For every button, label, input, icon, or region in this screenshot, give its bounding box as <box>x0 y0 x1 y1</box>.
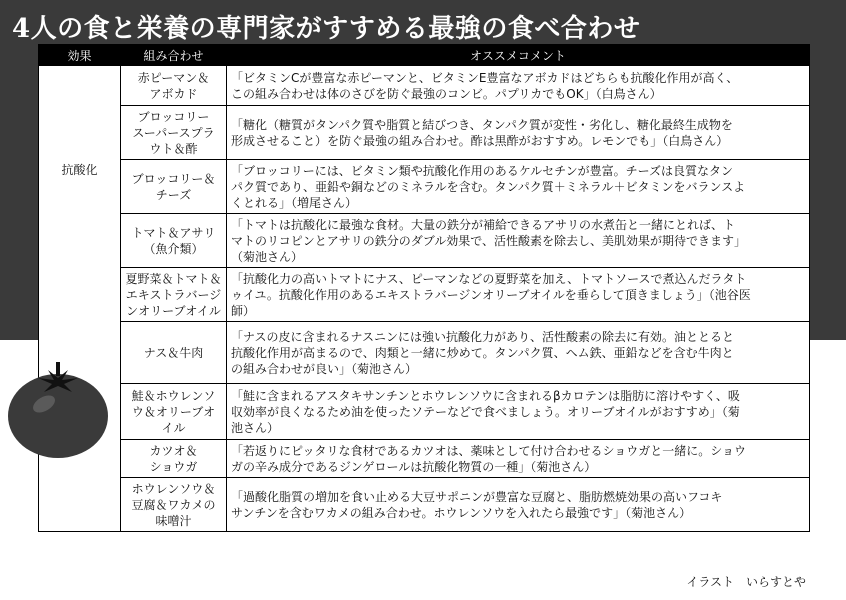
table-header-row <box>39 45 810 66</box>
page-title: 4人の食と栄養の専門家がすすめる最強の食べ合わせ <box>12 14 641 44</box>
comment-line: 「ブロッコリーには、ビタミン類や抗酸化作用のあるケルセチンが豊富。チーズは良質なタン <box>231 163 733 178</box>
comment-cell <box>227 268 810 322</box>
comment-line: 「糖化（糖質がタンパク質や脂質と結びつき、タンパク質が変性・劣化し、糖化最終生成物を <box>231 117 733 132</box>
effect-cell: 抗酸化 <box>39 66 121 532</box>
comment-line: くとれる」（増尾さん） <box>231 195 358 210</box>
combo-line: 味噌汁 <box>155 513 192 528</box>
combo-line: トマト＆アサリ <box>131 225 216 240</box>
combo-line: ウト＆酢 <box>149 141 198 156</box>
comment-line: パク質であり、亜鉛や銅などのミネラルを含む。タンパク質＋ミネラル＋ビタミンをバランスよ <box>231 179 746 194</box>
comment-line: 抗酸化作用が高まるので、肉類と一緒に炒めて。タンパク質、ヘム鉄、亜鉛などを含む牛肉と <box>231 345 734 360</box>
combo-line: 赤ピーマン＆ <box>137 70 210 85</box>
combo-line: イル <box>161 420 186 435</box>
comment-line: 「鮭に含まれるアスタキサンチンとホウレンソウに含まれるβカロテンは脂肪に溶けやすく、吸 <box>231 388 740 403</box>
combo-line: カツオ＆ <box>149 443 198 458</box>
combo-cell <box>121 478 227 532</box>
comment-cell <box>227 322 810 384</box>
comment-cell <box>227 214 810 268</box>
combo-line: アボカド <box>149 86 198 101</box>
combo-cell <box>121 322 227 384</box>
combo-line: ナス＆牛肉 <box>143 345 204 360</box>
comment-line: ガの辛み成分であるジンゲロールは抗酸化物質の一種」（菊池さん） <box>231 459 597 474</box>
comment-line: この組み合わせは体のさびを防ぐ最強のコンビ。パプリカでもOK」（白鳥さん） <box>231 86 662 101</box>
comment-line: サンチンを含むワカメの組み合わせ。ホウレンソウを入れたら最強です」（菊池さん） <box>231 505 692 520</box>
combo-line: ショウガ <box>149 459 198 474</box>
table-row <box>39 106 810 160</box>
table-body <box>39 66 810 532</box>
comment-cell <box>227 440 810 478</box>
combo-line: ホウレンソウ＆ <box>131 481 216 496</box>
table-row <box>39 214 810 268</box>
comment-line: の組み合わせが良い」（菊池さん） <box>231 361 418 376</box>
tomato-icon <box>4 356 112 462</box>
comment-cell <box>227 66 810 106</box>
table-row <box>39 322 810 384</box>
comment-line: 「過酸化脂質の増加を食い止める大豆サポニンが豊富な豆腐と、脂肪燃焼効果の高いフコキ <box>231 489 723 504</box>
combo-line: ブロッコリー <box>137 109 210 124</box>
comment-line: ゥイユ。抗酸化作用のあるエキストラバージンオリーブオイルを垂らして頂きましょう」（池谷医 <box>231 287 751 302</box>
combo-cell <box>121 160 227 214</box>
combo-cell <box>121 66 227 106</box>
combo-line: 夏野菜＆トマト＆ <box>125 271 222 286</box>
table-row <box>39 384 810 440</box>
illustration-credit: イラスト いらすとや <box>686 575 806 589</box>
comment-line: 「ビタミンCが豊富な赤ピーマンと、ビタミンE豊富なアボカドはどちらも抗酸化作用が高く、 <box>231 70 739 85</box>
comment-cell <box>227 384 810 440</box>
table-row <box>39 160 810 214</box>
combo-line: ウ＆オリーブオ <box>131 404 216 419</box>
comment-cell <box>227 160 810 214</box>
header-effect: 効果 <box>39 45 121 66</box>
comment-line: 「トマトは抗酸化に最強な食材。大量の鉄分が補給できるアサリの水煮缶と一緒にとれば、ト <box>231 217 736 232</box>
table-row <box>39 66 810 106</box>
header-combo: 組み合わせ <box>121 45 227 66</box>
comment-line: （菊池さん） <box>231 249 304 264</box>
combo-line: エキストラバージ <box>125 287 222 302</box>
combo-line: 豆腐＆ワカメの <box>131 497 216 512</box>
combo-line: 鮭＆ホウレンソ <box>131 388 216 403</box>
comment-line: 池さん） <box>231 420 280 435</box>
combo-cell <box>121 440 227 478</box>
comment-line: マトのリコピンとアサリの鉄分のダブル効果で、活性酸素を除去し、美肌効果が期待できます」 <box>231 233 747 248</box>
combo-cell <box>121 106 227 160</box>
comment-line: 「抗酸化力の高いトマトにナス、ピーマンなどの夏野菜を加え、トマトソースで煮込んだラタト <box>231 271 747 286</box>
combo-cell <box>121 214 227 268</box>
combo-line: ンオリーブオイル <box>126 303 221 318</box>
header-comment: オススメコメント <box>227 45 810 66</box>
comment-line: 「若返りにピッタリな食材であるカツオは、薬味として付け合わせるショウガと一緒に。ショウ <box>231 443 747 458</box>
table-row <box>39 268 810 322</box>
comment-cell <box>227 478 810 532</box>
combo-line: ブロッコリー＆ <box>131 171 216 186</box>
combo-line: チーズ <box>155 187 192 202</box>
table-row <box>39 440 810 478</box>
table-row <box>39 478 810 532</box>
combo-line: スーパースプラ <box>132 125 215 140</box>
comment-line: 収効率が良くなるため油を使ったソテーなどで食べましょう。オリーブオイルがおすすめ」（菊 <box>231 404 740 419</box>
comment-line: 「ナスの皮に含まれるナスニンには強い抗酸化力があり、活性酸素の除去に有効。油ととると <box>231 329 735 344</box>
comment-line: 師） <box>231 303 256 318</box>
recommendation-table <box>38 44 810 532</box>
comment-line: 形成させること）を防ぐ最強の組み合わせ。酢は黒酢がおすすめ。レモンでも」（白鳥さん） <box>231 133 729 148</box>
combo-line: （魚介類） <box>143 241 204 256</box>
comment-cell <box>227 106 810 160</box>
combo-cell <box>121 384 227 440</box>
combo-cell <box>121 268 227 322</box>
